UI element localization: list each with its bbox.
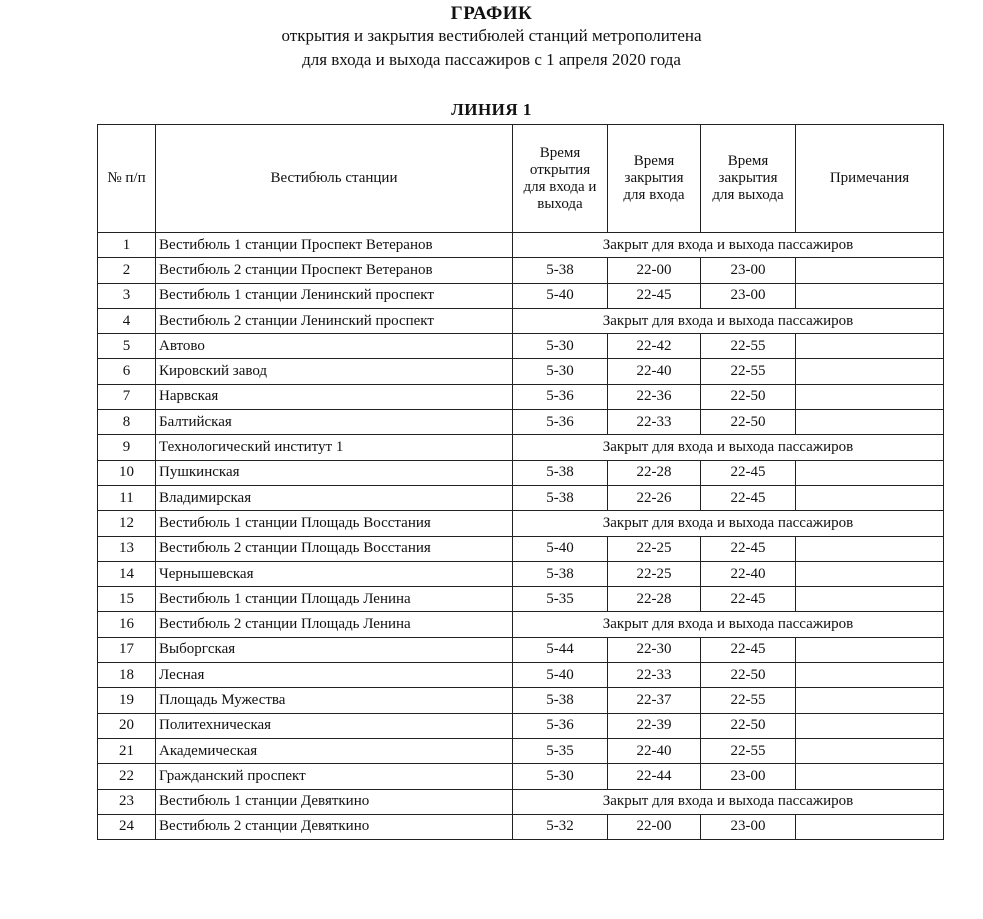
- station-vestibule-name: Лесная: [156, 663, 513, 688]
- table-row: [98, 359, 944, 384]
- closing-time-exit: 22-50: [701, 410, 796, 435]
- notes-cell: [796, 384, 944, 409]
- notes-cell: [796, 536, 944, 561]
- table-row: [98, 637, 944, 662]
- closing-time-exit: 23-00: [701, 764, 796, 789]
- closing-time-exit: 22-55: [701, 738, 796, 763]
- station-vestibule-name: Вестибюль 1 станции Площадь Ленина: [156, 587, 513, 612]
- closing-time-entry: 22-30: [608, 637, 701, 662]
- schedule-table: [97, 124, 944, 840]
- opening-time: 5-38: [513, 688, 608, 713]
- closing-time-entry: 22-26: [608, 485, 701, 510]
- closing-time-entry: 22-42: [608, 334, 701, 359]
- opening-time: 5-44: [513, 637, 608, 662]
- row-number: 17: [98, 637, 156, 662]
- notes-cell: [796, 663, 944, 688]
- closed-status: Закрыт для входа и выхода пассажиров: [513, 789, 944, 814]
- table-row: [98, 410, 944, 435]
- station-vestibule-name: Вестибюль 1 станции Площадь Восстания: [156, 511, 513, 536]
- closing-time-exit: 23-00: [701, 814, 796, 839]
- opening-time: 5-38: [513, 460, 608, 485]
- closing-time-entry: 22-33: [608, 410, 701, 435]
- row-number: 7: [98, 384, 156, 409]
- closing-time-entry: 22-00: [608, 814, 701, 839]
- notes-cell: [796, 688, 944, 713]
- opening-time: 5-40: [513, 663, 608, 688]
- closing-exit-header-line: закрытия: [718, 170, 778, 186]
- closing-time-exit: 23-00: [701, 258, 796, 283]
- table-row: [98, 713, 944, 738]
- closing-time-entry: 22-40: [608, 738, 701, 763]
- closing-time-entry: 22-45: [608, 283, 701, 308]
- table-row: [98, 814, 944, 839]
- row-number: 1: [98, 233, 156, 258]
- opening-time: 5-38: [513, 485, 608, 510]
- closing-time-exit: 22-45: [701, 587, 796, 612]
- notes-cell: [796, 359, 944, 384]
- station-vestibule-name: Вестибюль 1 станции Девяткино: [156, 789, 513, 814]
- opening-time: 5-35: [513, 738, 608, 763]
- table-row: [98, 384, 944, 409]
- closing-exit-header-line: для выхода: [712, 187, 784, 203]
- document-title: ГРАФИК: [450, 3, 533, 24]
- row-number: 19: [98, 688, 156, 713]
- row-number: 16: [98, 612, 156, 637]
- opening-time: 5-36: [513, 384, 608, 409]
- notes-cell: [796, 713, 944, 738]
- notes-cell: [796, 283, 944, 308]
- station-vestibule-name: Вестибюль 1 станции Ленинский проспект: [156, 283, 513, 308]
- table-row: [98, 663, 944, 688]
- opening-time: 5-32: [513, 814, 608, 839]
- line-title: ЛИНИЯ 1: [451, 100, 532, 119]
- opening-header-line: открытия: [529, 161, 591, 178]
- station-vestibule-name: Площадь Мужества: [156, 688, 513, 713]
- table-body: [98, 233, 944, 840]
- closed-status: Закрыт для входа и выхода пассажиров: [513, 511, 944, 536]
- closed-status: Закрыт для входа и выхода пассажиров: [513, 308, 944, 333]
- row-number: 11: [98, 485, 156, 510]
- document-subtitle-line-2: для входа и выхода пассажиров с 1 апреля 2020 года: [302, 50, 681, 69]
- opening-time: 5-36: [513, 410, 608, 435]
- row-number: 6: [98, 359, 156, 384]
- column-header-station: Вестибюль станции: [156, 125, 513, 233]
- row-number: 22: [98, 764, 156, 789]
- row-number: 10: [98, 460, 156, 485]
- row-number: 2: [98, 258, 156, 283]
- station-vestibule-name: Балтийская: [156, 410, 513, 435]
- closing-time-entry: 22-36: [608, 384, 701, 409]
- station-vestibule-name: Вестибюль 2 станции Площадь Ленина: [156, 612, 513, 637]
- notes-cell: [796, 637, 944, 662]
- notes-cell: [796, 587, 944, 612]
- closing-exit-header-line: Время: [727, 153, 769, 169]
- closing-time-entry: 22-33: [608, 663, 701, 688]
- closing-time-entry: 22-40: [608, 359, 701, 384]
- row-number: 4: [98, 308, 156, 333]
- notes-cell: [796, 410, 944, 435]
- opening-header-line: для входа и: [523, 178, 597, 195]
- table-row: [98, 308, 944, 333]
- station-vestibule-name: Выборгская: [156, 637, 513, 662]
- notes-cell: [796, 764, 944, 789]
- table-row: [98, 561, 944, 586]
- closing-time-exit: 22-45: [701, 460, 796, 485]
- closing-time-exit: 22-50: [701, 384, 796, 409]
- table-row: [98, 258, 944, 283]
- closing-time-entry: 22-28: [608, 460, 701, 485]
- opening-time: 5-35: [513, 587, 608, 612]
- opening-time: 5-30: [513, 334, 608, 359]
- table-row: [98, 789, 944, 814]
- row-number: 3: [98, 283, 156, 308]
- opening-time: 5-30: [513, 764, 608, 789]
- closing-time-exit: 22-40: [701, 561, 796, 586]
- row-number: 15: [98, 587, 156, 612]
- row-number: 23: [98, 789, 156, 814]
- column-header-closing-entry: [608, 125, 701, 233]
- closing-time-exit: 22-55: [701, 359, 796, 384]
- closing-entry-header-line: для входа: [623, 187, 685, 203]
- table-row: [98, 334, 944, 359]
- station-vestibule-name: Гражданский проспект: [156, 764, 513, 789]
- station-vestibule-name: Вестибюль 2 станции Проспект Ветеранов: [156, 258, 513, 283]
- notes-cell: [796, 485, 944, 510]
- station-vestibule-name: Автово: [156, 334, 513, 359]
- closing-time-entry: 22-25: [608, 536, 701, 561]
- table-row: [98, 485, 944, 510]
- notes-cell: [796, 738, 944, 763]
- closing-time-entry: 22-28: [608, 587, 701, 612]
- table-row: [98, 536, 944, 561]
- closing-time-entry: 22-39: [608, 713, 701, 738]
- closing-time-exit: 22-55: [701, 334, 796, 359]
- closing-time-exit: 23-00: [701, 283, 796, 308]
- closed-status: Закрыт для входа и выхода пассажиров: [513, 612, 944, 637]
- closing-entry-header-line: закрытия: [624, 170, 684, 186]
- opening-header-line: выхода: [537, 195, 583, 212]
- closing-time-entry: 22-00: [608, 258, 701, 283]
- document-subtitle-line-1: открытия и закрытия вестибюлей станций метрополитена: [281, 26, 702, 45]
- station-vestibule-name: Владимирская: [156, 485, 513, 510]
- station-vestibule-name: Политехническая: [156, 713, 513, 738]
- closing-time-entry: 22-37: [608, 688, 701, 713]
- table-row: [98, 587, 944, 612]
- opening-time: 5-30: [513, 359, 608, 384]
- station-vestibule-name: Вестибюль 2 станции Ленинский проспект: [156, 308, 513, 333]
- table-row: [98, 511, 944, 536]
- station-vestibule-name: Технологический институт 1: [156, 435, 513, 460]
- row-number: 24: [98, 814, 156, 839]
- table-row: [98, 435, 944, 460]
- opening-time: 5-38: [513, 258, 608, 283]
- table-row: [98, 460, 944, 485]
- notes-cell: [796, 561, 944, 586]
- row-number: 14: [98, 561, 156, 586]
- station-vestibule-name: Кировский завод: [156, 359, 513, 384]
- closing-time-entry: 22-25: [608, 561, 701, 586]
- station-vestibule-name: Пушкинская: [156, 460, 513, 485]
- opening-time: 5-38: [513, 561, 608, 586]
- closing-time-exit: 22-45: [701, 536, 796, 561]
- station-vestibule-name: Вестибюль 2 станции Площадь Восстания: [156, 536, 513, 561]
- row-number: 18: [98, 663, 156, 688]
- table-row: [98, 283, 944, 308]
- opening-header-line: Время: [539, 144, 581, 161]
- opening-time: 5-40: [513, 283, 608, 308]
- station-vestibule-name: Вестибюль 2 станции Девяткино: [156, 814, 513, 839]
- closing-time-exit: 22-50: [701, 713, 796, 738]
- row-number: 21: [98, 738, 156, 763]
- row-number: 13: [98, 536, 156, 561]
- closing-entry-header-line: Время: [633, 153, 675, 169]
- closing-time-exit: 22-45: [701, 485, 796, 510]
- column-header-closing-exit: [701, 125, 796, 233]
- table-row: [98, 612, 944, 637]
- column-header-notes: Примечания: [796, 125, 944, 233]
- station-vestibule-name: Академическая: [156, 738, 513, 763]
- table-row: [98, 688, 944, 713]
- row-number: 20: [98, 713, 156, 738]
- column-header-opening-time: [513, 125, 608, 233]
- closed-status: Закрыт для входа и выхода пассажиров: [513, 233, 944, 258]
- station-vestibule-name: Вестибюль 1 станции Проспект Ветеранов: [156, 233, 513, 258]
- opening-time: 5-36: [513, 713, 608, 738]
- table-row: [98, 233, 944, 258]
- opening-time: 5-40: [513, 536, 608, 561]
- station-vestibule-name: Нарвская: [156, 384, 513, 409]
- row-number: 12: [98, 511, 156, 536]
- row-number: 5: [98, 334, 156, 359]
- table-row: [98, 764, 944, 789]
- document-header: [0, 4, 983, 72]
- closing-time-exit: 22-50: [701, 663, 796, 688]
- notes-cell: [796, 258, 944, 283]
- table-row: [98, 738, 944, 763]
- column-header-number: № п/п: [98, 125, 156, 233]
- notes-cell: [796, 460, 944, 485]
- notes-cell: [796, 814, 944, 839]
- table-header-row: [98, 125, 944, 233]
- notes-cell: [796, 334, 944, 359]
- station-vestibule-name: Чернышевская: [156, 561, 513, 586]
- closing-time-exit: 22-55: [701, 688, 796, 713]
- closing-time-entry: 22-44: [608, 764, 701, 789]
- closed-status: Закрыт для входа и выхода пассажиров: [513, 435, 944, 460]
- row-number: 8: [98, 410, 156, 435]
- closing-time-exit: 22-45: [701, 637, 796, 662]
- row-number: 9: [98, 435, 156, 460]
